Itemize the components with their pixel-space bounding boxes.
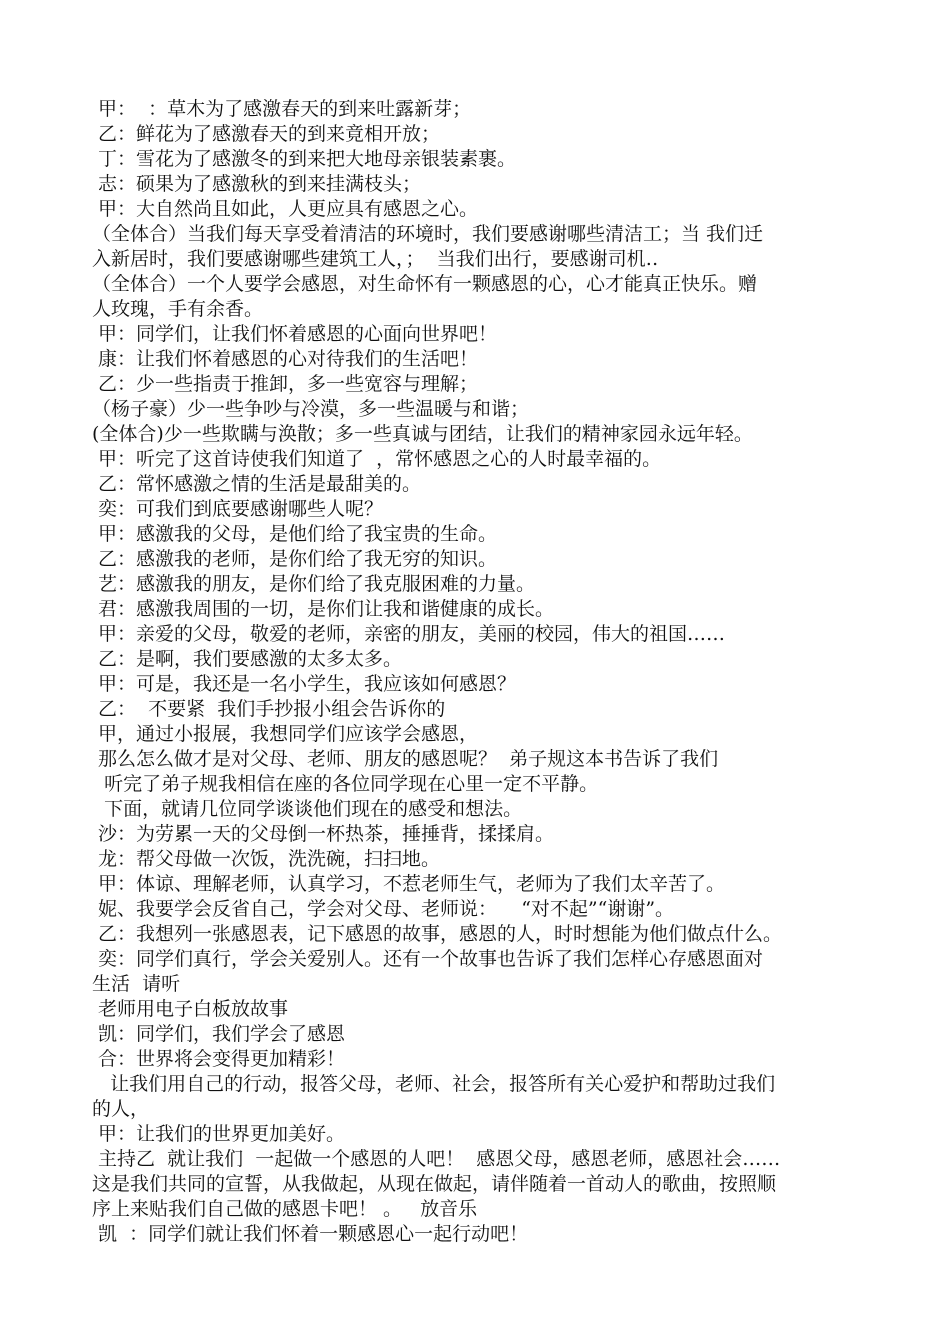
text-line: 乙： 不要紧 我们手抄报小组会告诉你的 [92,698,446,720]
text-line: 沙：为劳累一天的父母倒一杯热茶，捶捶背，揉揉肩。 [92,823,555,845]
text-line: 甲：亲爱的父母，敬爱的老师，亲密的朋友，美丽的校园，伟大的祖国…… [92,623,726,645]
text-line: 甲：感激我的父母，是他们给了我宝贵的生命。 [92,523,498,545]
text-line: 丁：雪花为了感激冬的到来把大地母亲银装素裹。 [92,148,517,170]
text-line: 甲：让我们的世界更加美好。 [92,1123,346,1145]
text-line: 那么怎么做才是对父母、老师、朋友的感恩呢？ 弟子规这本书告诉了我们 [92,748,719,770]
text-line: 康：让我们怀着感恩的心对待我们的生活吧！ [92,348,479,370]
text-line: 这是我们共同的宣誓，从我做起，从现在做起，请伴随着一首动人的歌曲，按照顺 [92,1173,777,1195]
text-line: 奕：同学们真行，学会关爱别人。还有一个故事也告诉了我们怎样心存感恩面对 [92,948,764,970]
text-line: 生活 请听 [92,973,181,995]
text-line: （全体合）一个人要学会感恩，对生命怀有一颗感恩的心，心才能真正快乐。赠 [92,273,758,295]
text-line: 乙：少一些指责于推卸，多一些宽容与理解； [92,373,479,395]
text-line: 乙：是啊，我们要感激的太多太多。 [92,648,403,670]
text-line: 龙：帮父母做一次饭，洗洗碗，扫扫地。 [92,848,441,870]
text-line: （杨子豪）少一些争吵与冷漠，多一些温暖与和谐； [92,398,530,420]
text-line: 入新居时，我们要感谢哪些建筑工人，； 当我们出行，要感谢司机‥ [92,248,659,270]
text-line: 乙：鲜花为了感激春天的到来竟相开放； [92,123,441,145]
text-line: 甲：大自然尚且如此，人更应具有感恩之心。 [92,198,479,220]
text-line: 合：世界将会变得更加精彩！ [92,1048,346,1070]
text-line: 奕：可我们到底要感谢哪些人呢？ [92,498,384,520]
document-page [92,97,872,1247]
text-line: 君：感激我周围的一切，是你们让我和谐健康的成长。 [92,598,555,620]
text-line: 甲：可是，我还是一名小学生，我应该如何感恩？ [92,673,517,695]
text-line: 甲：听完了这首诗使我们知道了 ，常怀感恩之心的人时最幸福的。 [92,448,662,470]
text-line: 妮、我要学会反省自己，学会对父母、老师说： “对不起”“谢谢”。 [92,898,675,920]
text-line: 的人， [92,1098,150,1120]
text-line: 甲：同学们，让我们怀着感恩的心面向世界吧！ [92,323,498,345]
text-line: (全体合)少一些欺瞒与涣散；多一些真诚与团结，让我们的精神家园永远年轻。 [92,423,753,445]
text-line: 乙：感激我的老师，是你们给了我无穷的知识。 [92,548,498,570]
text-line: 下面，就请几位同学谈谈他们现在的感受和想法。 [92,798,523,820]
text-line: 志：硕果为了感激秋的到来挂满枝头； [92,173,422,195]
text-line: 艺：感激我的朋友，是你们给了我克服困难的力量。 [92,573,536,595]
text-line: 人玫瑰，手有余香。 [92,298,264,320]
text-line: 凯：同学们，我们学会了感恩 [92,1023,346,1045]
text-line: 甲，通过小报展，我想同学们应该学会感恩， [92,723,479,745]
text-line: 听完了弟子规我相信在座的各位同学现在心里一定不平静。 [92,773,599,795]
text-line: 老师用电子白板放故事 [92,998,289,1020]
text-line: 乙：我想列一张感恩表，记下感恩的故事，感恩的人，时时想能为他们做点什么。 [92,923,783,945]
text-line: （全体合）当我们每天享受着清洁的环境时，我们要感谢哪些清洁工；当 我们迁 [92,223,764,245]
text-line: 凯 ：同学们就让我们怀着一颗感恩心一起行动吧！ [92,1223,529,1245]
text-line: 乙：常怀感激之情的生活是最甜美的。 [92,473,422,495]
text-line: 主持乙 就让我们 一起做一个感恩的人吧！ 感恩父母，感恩老师，感恩社会…… [92,1148,781,1170]
text-line: 序上来贴我们自己做的感恩卡吧！ 。 放音乐 [92,1198,478,1220]
text-line: 甲： ：草木为了感激春天的到来吐露新芽； [92,98,472,120]
text-line: 甲：体谅、理解老师，认真学习，不惹老师生气，老师为了我们太辛苦了。 [92,873,726,895]
text-line: 让我们用自己的行动，报答父母，老师、社会，报答所有关心爱护和帮助过我们 [92,1073,776,1095]
